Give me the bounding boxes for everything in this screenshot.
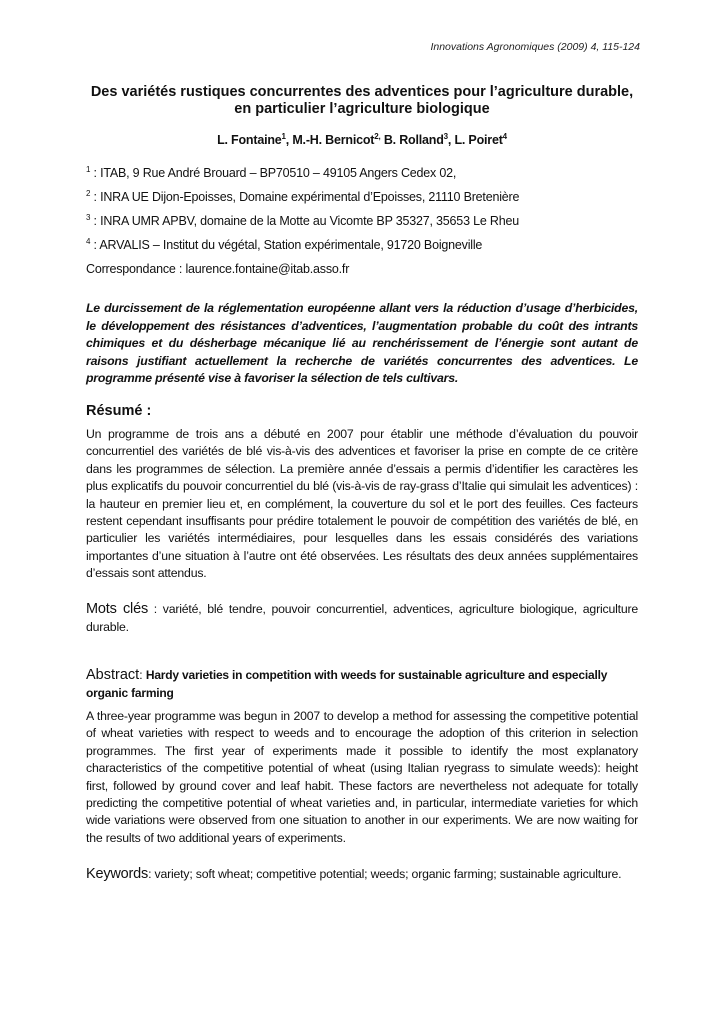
author-name: M.-H. Bernicot xyxy=(292,133,375,147)
affiliation-1 xyxy=(86,166,456,180)
affiliation-number: 4 xyxy=(86,236,91,246)
author-name: L. Fontaine xyxy=(217,133,282,147)
affiliation-2 xyxy=(86,190,519,204)
affiliation-3 xyxy=(86,214,519,228)
author-separator: , xyxy=(447,133,455,147)
intro-paragraph: Le durcissement de la réglementation européenne allant vers la réduction d’usage d’herbicides, le développement des résistances d’adventices, l’augmentation probable du coût des intrants chimiques et du désherbage mécanique lié au renchérissement de l’énergie sont autant de raisons justifiant actuellement la recherche de variétés concurrentes des adventices. Le programme présenté vise à favoriser la sélection de tels cultivars. xyxy=(86,301,638,386)
keywords-text: : variety; soft wheat; competitive potential; weeds; organic farming; sustainable agriculture. xyxy=(148,867,622,881)
author-list xyxy=(80,133,644,147)
abstract-label: Abstract xyxy=(86,667,140,683)
author-name: B. Rolland xyxy=(383,133,444,147)
resume-paragraph: Un programme de trois ans a débuté en 2007 pour établir une méthode d’évaluation du pouvoir concurrentiel des variétés de blé vis-à-vis des adventices et favoriser la prise en compte de ce critère dans les programmes de sélection. La première année d’essais a permis d’identifier les caractères les plus explicatifs du pouvoir concurrentiel du blé (vis-à-vis de ray-grass d’Italie qui simulait les adventices) : la hauteur en premier lieu et, en complément, la couverture du sol et le port des feuilles. Ces facteurs restent cependant insuffisants pour prédire totalement le pouvoir de compétition des variétés de blé, en particulier les variétés intermédiaires, pour lesquelles dans les essais considérés des variations importantes d’une situation à l’autre ont été observées. Les résultats des deux années supplémentaires d’essais sont attendus. xyxy=(86,427,638,581)
affiliation-4 xyxy=(86,238,482,252)
mots-cles-label: Mots clés xyxy=(86,601,148,617)
affiliation-text: : ARVALIS – Institut du végétal, Station expérimentale, 91720 Boigneville xyxy=(90,238,483,252)
title-line-1: Des variétés rustiques concurrentes des adventices pour l’agriculture durable, xyxy=(90,84,634,100)
abstract-colon: : xyxy=(139,668,146,682)
title-line-2: en particulier l’agriculture biologique xyxy=(234,101,490,117)
resume-heading: Résumé : xyxy=(86,403,152,419)
affiliation-number: 3 xyxy=(86,212,91,222)
author-affiliation-mark: 1 xyxy=(281,131,286,141)
keywords xyxy=(86,866,646,882)
author-affiliation-mark: 3 xyxy=(443,131,448,141)
paper-title xyxy=(80,84,644,118)
affiliation-text: : INRA UE Dijon-Epoisses, Domaine expérimental d’Epoisses, 21110 Bretenière xyxy=(90,190,520,204)
author-name: L. Poiret xyxy=(454,133,503,147)
correspondance: Correspondance : laurence.fontaine@itab.asso.fr xyxy=(86,262,350,276)
affiliation-number: 1 xyxy=(86,164,91,174)
abstract-paragraph: A three-year programme was begun in 2007 to develop a method for assessing the competitive potential of wheat varieties with respect to weeds and to encourage the adoption of this criterion in selection programmes. The first year of experiments made it possible to identify the most explanatory characteristics of the competitive potential of wheat (using Italian ryegrass to simulate weeds): height first, followed by ground cover and leaf habit. These factors are nevertheless not adequate for totally predicting the competitive potential of wheat varieties and, in particular, intermediate varieties for which wide variations were observed from one situation to another in our experiments. We are now waiting for the results of two additional years of experiments. xyxy=(86,709,638,845)
mots-cles xyxy=(86,600,638,636)
mots-cles-text: : variété, blé tendre, pouvoir concurrentiel, adventices, agriculture biologique, agriculture durable. xyxy=(86,602,639,634)
author-affiliation-mark: 4 xyxy=(502,131,507,141)
affiliation-number: 2 xyxy=(86,188,91,198)
journal-reference: Innovations Agronomiques (2009) 4, 115-124 xyxy=(430,41,640,53)
affiliation-text: : INRA UMR APBV, domaine de la Motte au Vicomte BP 35327, 35653 Le Rheu xyxy=(90,214,519,228)
affiliation-text: : ITAB, 9 Rue André Brouard – BP70510 – 49105 Angers Cedex 02, xyxy=(90,166,457,180)
abstract-title: Hardy varieties in competition with weeds for sustainable agriculture and especially organic farming xyxy=(86,668,608,700)
author-affiliation-mark: 2, xyxy=(374,131,381,141)
abstract-heading xyxy=(86,667,638,702)
keywords-label: Keywords xyxy=(86,866,149,882)
author-separator: , xyxy=(285,133,293,147)
